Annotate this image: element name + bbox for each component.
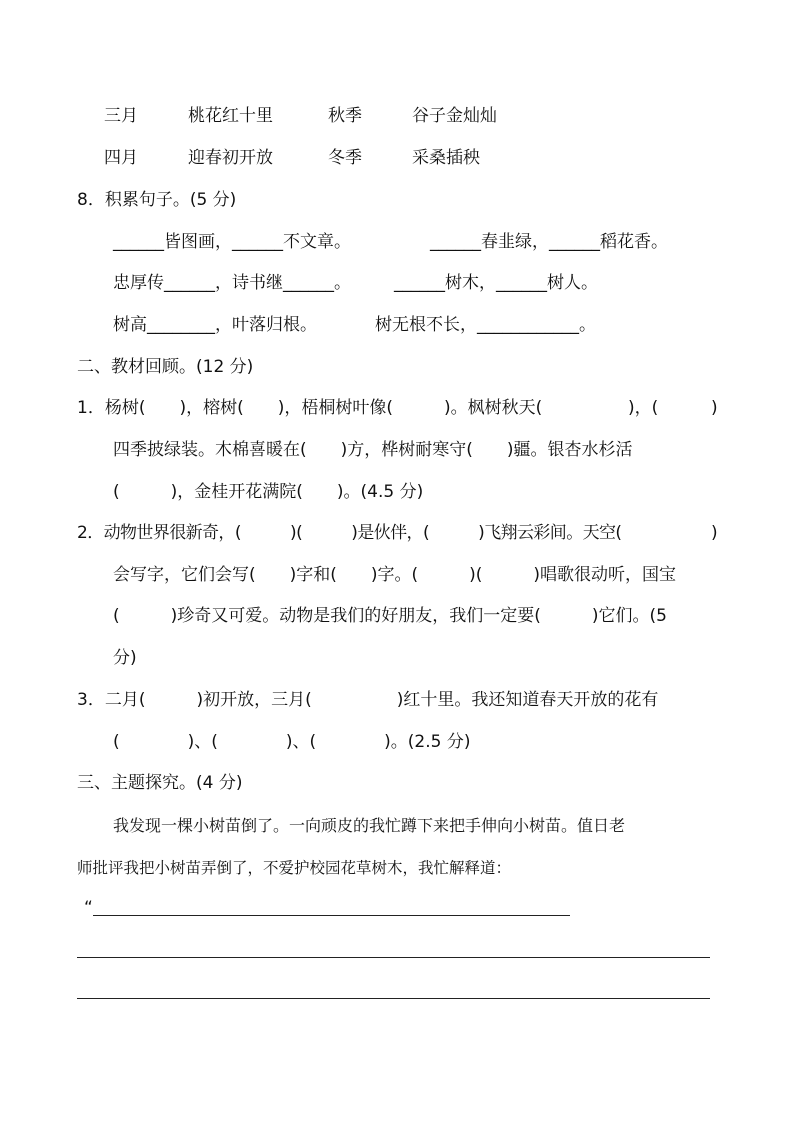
s2-q1-line3: ( )，金桂开花满院( )。(4.5 分) <box>113 482 424 502</box>
s2-q2-line1b: ) <box>711 523 718 543</box>
match-r2-c1: 四月 <box>104 148 138 168</box>
section2-heading: 二、教材回顾。(12 分) <box>77 357 254 377</box>
s2-q1-line1c: ) <box>711 398 718 418</box>
s2-q1-line1a: 1．杨树( )，榕树( )，梧桐树叶像( )。枫树秋天( <box>77 398 543 418</box>
q8-line1-left: ______皆图画，______不文章。 <box>113 232 351 252</box>
answer-line-3[interactable] <box>77 998 710 999</box>
match-r1-c1: 三月 <box>104 106 138 126</box>
s3-paragraph-line2: 师批评我把小树苗弄倒了，不爱护校园花草树木，我忙解释道： <box>77 859 512 877</box>
match-r2-c4: 采桑插秧 <box>412 148 480 168</box>
s2-q2-line2: 会写字，它们会写( )字和( )字。( )( )唱歌很动听，国宝 <box>113 565 677 585</box>
q8-line3-left: 树高________，叶落归根。 <box>113 315 317 335</box>
s2-q3-line1: 3．二月( )初开放，三月( )红十里。我还知道春天开放的花有 <box>77 690 659 710</box>
s2-q3-line2: ( )、( )、( )。(2.5 分) <box>113 732 471 752</box>
s2-q2-line4: 分) <box>113 648 137 668</box>
match-r1-c2: 桃花红十里 <box>188 106 273 126</box>
section3-heading: 三、主题探究。(4 分) <box>77 773 243 793</box>
q8-heading: 8．积累句子。(5 分) <box>77 190 237 210</box>
s3-paragraph-line1: 我发现一棵小树苗倒了。一向顽皮的我忙蹲下来把手伸向小树苗。值日老 <box>113 816 626 835</box>
match-r1-c4: 谷子金灿灿 <box>412 106 497 126</box>
s2-q2-line1a: 2．动物世界很新奇，( )( )是伙伴，( )飞翔云彩间。天空( <box>77 523 622 543</box>
q8-line2-right: ______树木，______树人。 <box>394 273 598 293</box>
answer-line-1[interactable] <box>93 915 570 916</box>
s2-q2-line3: ( )珍奇又可爱。动物是我们的好朋友，我们一定要( )它们。(5 <box>113 606 667 626</box>
answer-open-quote: “ <box>84 898 93 918</box>
q8-line3-right: 树无根不长，____________。 <box>375 315 596 335</box>
q8-line2-left: 忠厚传______，诗书继______。 <box>113 273 351 293</box>
answer-line-2[interactable] <box>77 957 710 958</box>
match-r2-c3: 冬季 <box>328 148 362 168</box>
s2-q1-line2: 四季披绿装。木棉喜暖在( )方，桦树耐寒守( )疆。银杏水杉活 <box>113 440 633 460</box>
s2-q1-line1b: )，( <box>628 398 659 418</box>
match-r2-c2: 迎春初开放 <box>188 148 273 168</box>
match-r1-c3: 秋季 <box>328 106 362 126</box>
q8-line1-right: ______春韭绿，______稻花香。 <box>430 232 668 252</box>
